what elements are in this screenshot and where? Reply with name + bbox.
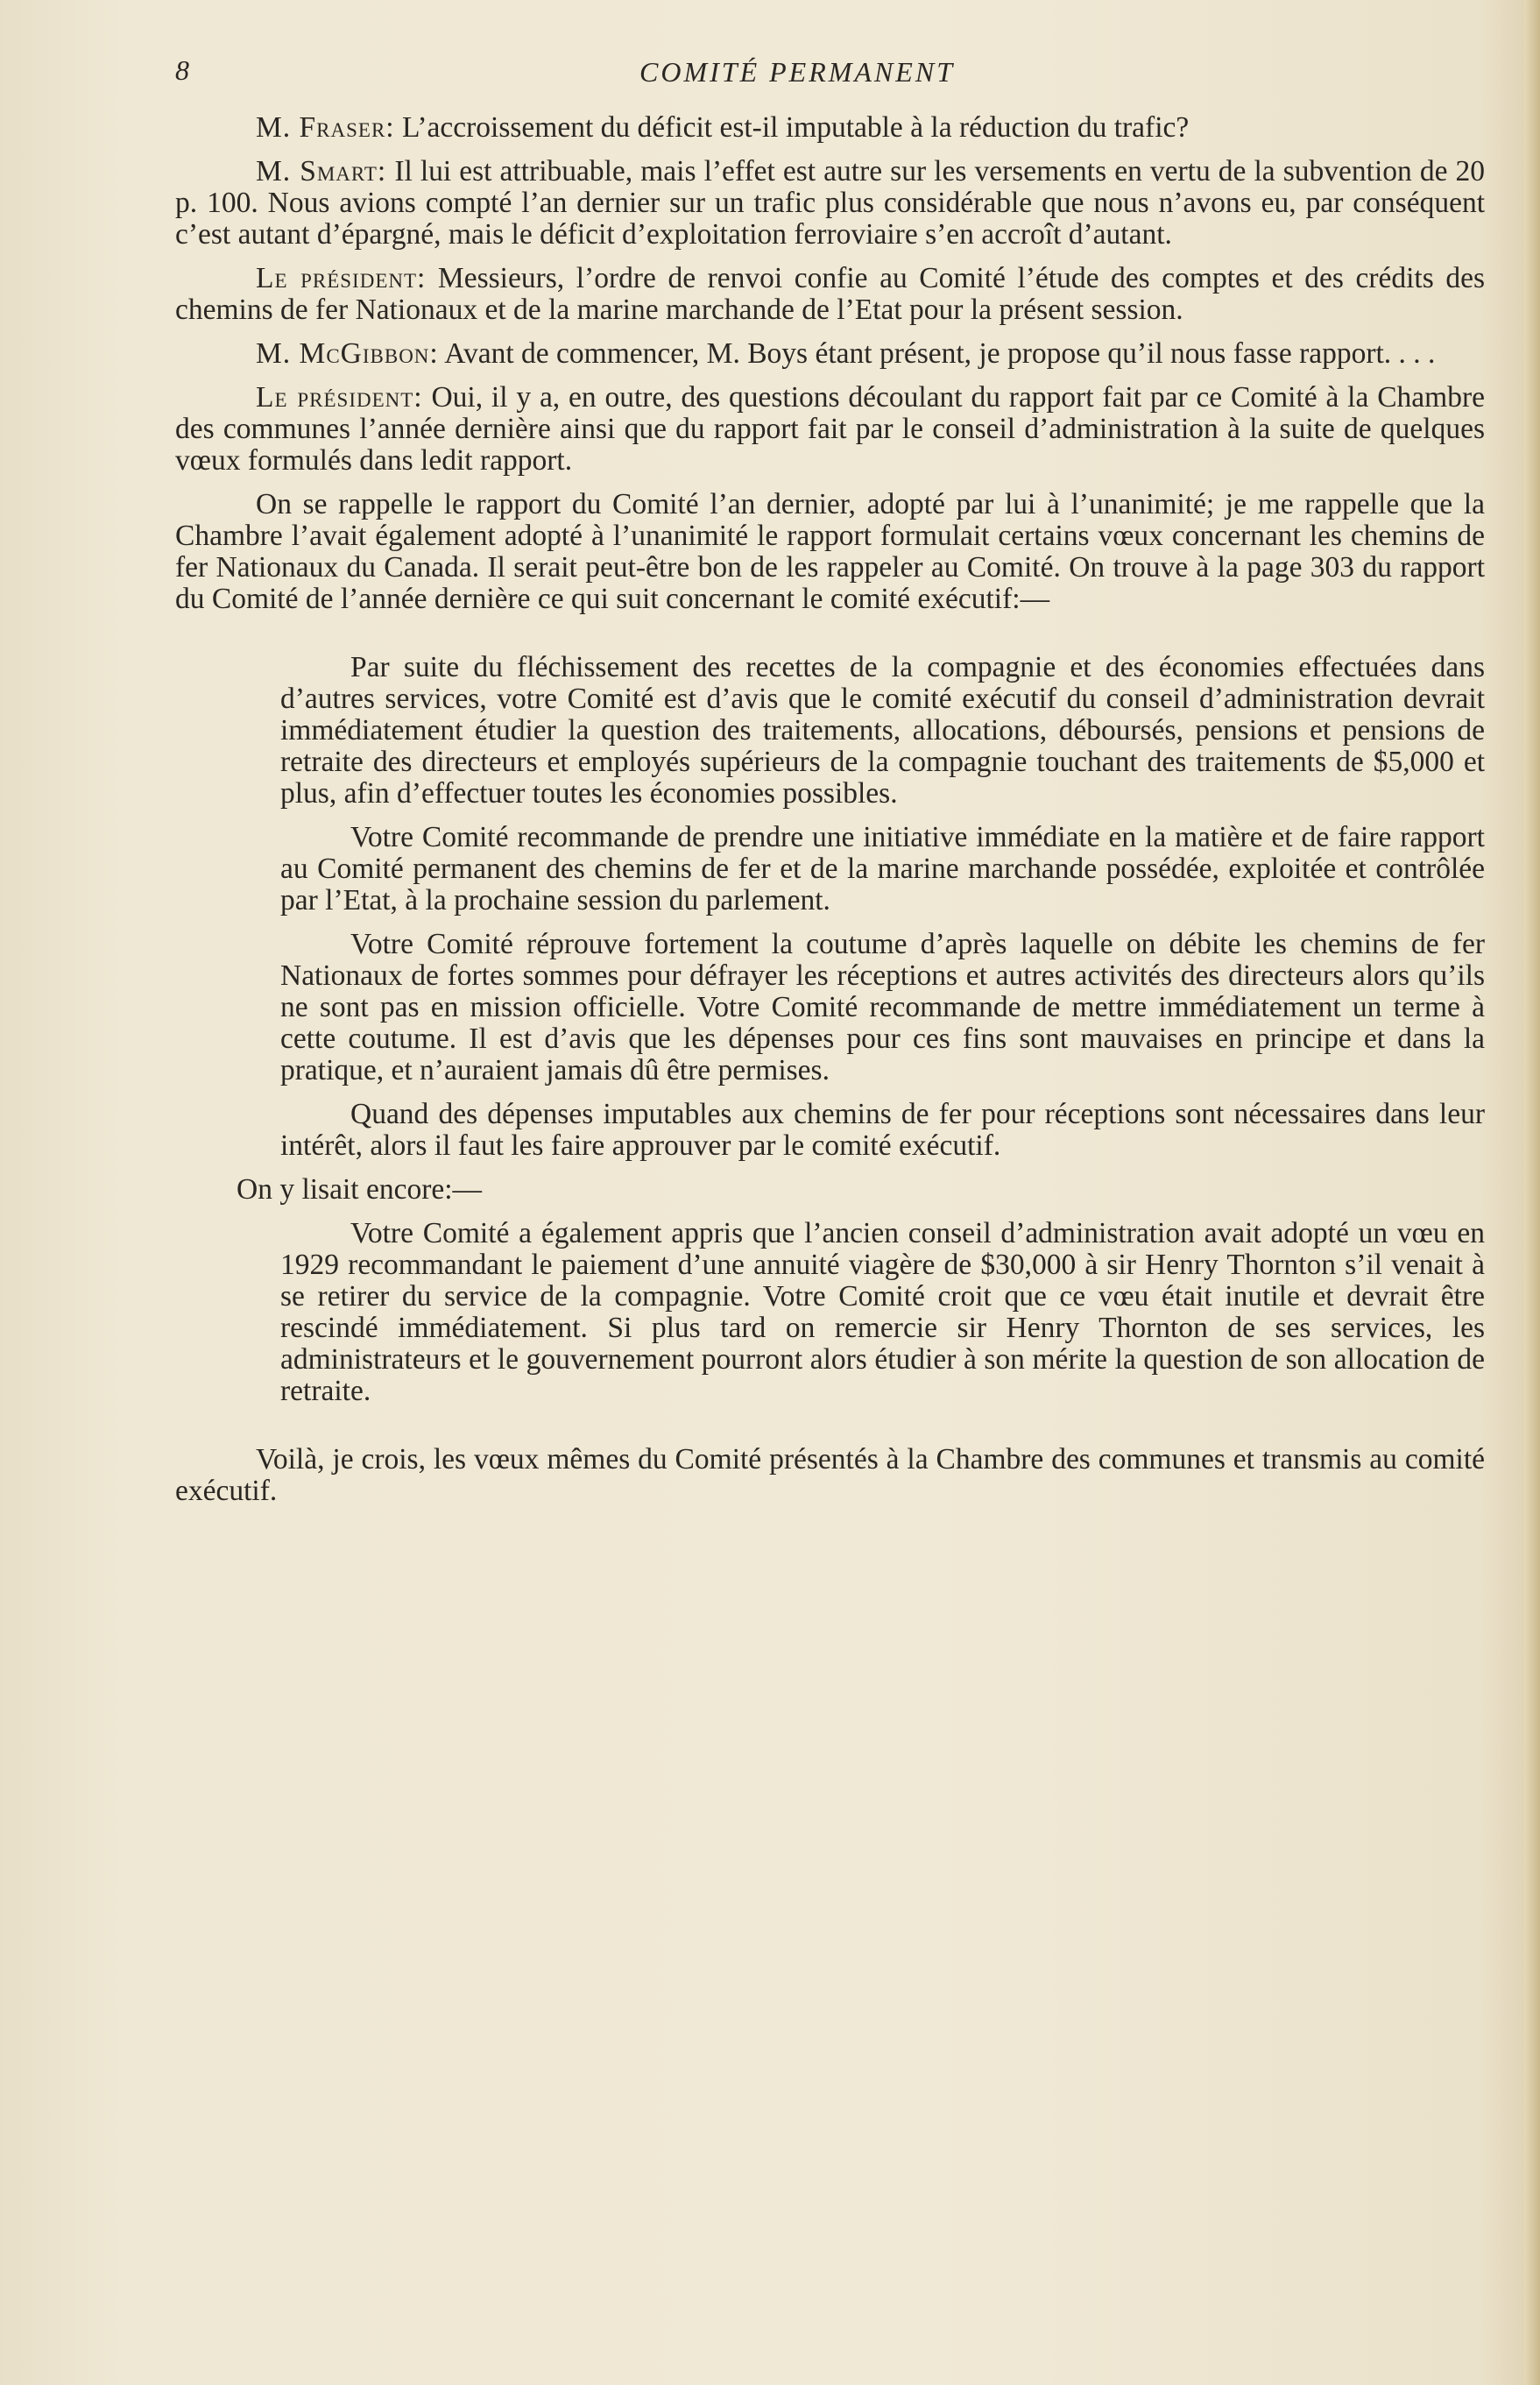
page-header bbox=[175, 51, 1487, 103]
paragraph-text: Messieurs, l’ordre de renvoi confie au Comité l’étude des comptes et des crédits des chemins de fer Nationaux et de la marine marchande de l’Etat pour la présent session. bbox=[175, 262, 1486, 326]
page-edge bbox=[1524, 0, 1540, 2385]
paragraph-text: Avant de commencer, M. Boys étant présent, je propose qu’il nous fasse rapport. . . . bbox=[438, 337, 1436, 370]
speaker-name: M. Fraser: bbox=[256, 111, 395, 144]
quoted-report-excerpt-2 bbox=[175, 1218, 1485, 1407]
speaker-name: M. Smart: bbox=[256, 155, 387, 188]
quote-paragraph: Quand des dépenses imputables aux chemins de fer pour réceptions sont nécessaires dans leur intérêt, alors il faut les faire approuver par le comité exécutif. bbox=[280, 1098, 1485, 1162]
running-title: COMITÉ PERMANENT bbox=[639, 56, 955, 88]
paragraph-text: L’accroissement du déficit est-il imputable à la réduction du trafic? bbox=[394, 111, 1190, 144]
speaker-name: Le président: bbox=[256, 381, 423, 414]
paragraph bbox=[175, 263, 1485, 326]
page-number: 8 bbox=[175, 54, 189, 86]
transition-line: On y lisait encore:— bbox=[237, 1173, 483, 1206]
paragraph-text: Oui, il y a, en outre, des questions découlant du rapport fait par ce Comité à la Chambre des communes l’année dernière ainsi que du rapport fait par le conseil d’administration à la suite de quelques vœux formulés dans ledit rapport. bbox=[175, 381, 1485, 477]
paragraph-text: On se rappelle le rapport du Comité l’an dernier, adopté par lui à l’unanimité; je me rappelle que la Chambre l’avait également adopté à l’unanimité le rapport formulait certains vœux concernant les chemins de fer Nationaux du Canada. Il serait peut-être bon de les rappeler au Comité. On trouve à la page 303 du rapport du Comité de l’année dernière ce qui suit concernant le comité exécutif:— bbox=[175, 488, 1485, 615]
paragraph bbox=[175, 338, 1485, 370]
speaker-name: M. McGibbon: bbox=[256, 337, 439, 370]
paragraph bbox=[175, 112, 1485, 144]
paragraph bbox=[175, 156, 1485, 251]
page-body bbox=[175, 112, 1485, 1519]
paragraph-text: Il lui est attribuable, mais l’effet est autre sur les versements en vertu de la subvention de 20 p. 100. Nous avions compté l’an dernier sur un trafic plus considérable que nous n’avons eu, par conséquent c’est autant d’épargné, mais le déficit d’exploitation ferroviaire s’en accroît d’autant. bbox=[175, 155, 1485, 251]
quote-paragraph: Par suite du fléchissement des recettes de la compagnie et des économies effectuées dans d’autres services, votre Comité est d’avis que le comité exécutif du conseil d’administration devrait immédiatement étudier la question des traitements, allocations, déboursés, pensions et pensions de retraite des directeurs et employés supérieurs de la compagnie touchant des traitements de $5,000 et plus, afin d’effectuer toutes les économies possibles. bbox=[280, 651, 1485, 810]
quote-paragraph: Votre Comité réprouve fortement la coutume d’après laquelle on débite les chemins de fer Nationaux de fortes sommes pour défrayer les réceptions et autres activités des directeurs alors qu’ils ne sont pas en mission officielle. Votre Comité recommande de mettre immédiatement un terme à cette coutume. Il est d’avis que les dépenses pour ces fins sont mauvaises en principe et dans la pratique, et n’auraient jamais dû être permises. bbox=[280, 928, 1485, 1086]
paragraph bbox=[175, 489, 1485, 615]
quoted-report-excerpt bbox=[175, 652, 1485, 1162]
quote-paragraph: Votre Comité recommande de prendre une initiative immédiate en la matière et de faire rapport au Comité permanent des chemins de fer et de la marine marchande possédée, exploitée et contrôlée par l’Etat, à la prochaine session du parlement. bbox=[280, 821, 1485, 916]
quote-paragraph: Votre Comité a également appris que l’ancien conseil d’administration avait adopté un vœu en 1929 recommandant le paiement d’une annuité viagère de $30,000 à sir Henry Thornton s’il venait à se retirer du service de la compagnie. Votre Comité croit que ce vœu était inutile et devrait être rescindé immédiatement. Si plus tard on remercie sir Henry Thornton de ses services, les administrateurs et le gouvernement pourront alors étudier à son mérite la question de son allocation de retraite. bbox=[280, 1217, 1485, 1407]
speaker-name: Le président: bbox=[256, 262, 427, 294]
paragraph bbox=[175, 382, 1485, 477]
closing-paragraph: Voilà, je crois, les vœux mêmes du Comité présentés à la Chambre des communes et transmis au comité exécutif. bbox=[175, 1443, 1485, 1507]
